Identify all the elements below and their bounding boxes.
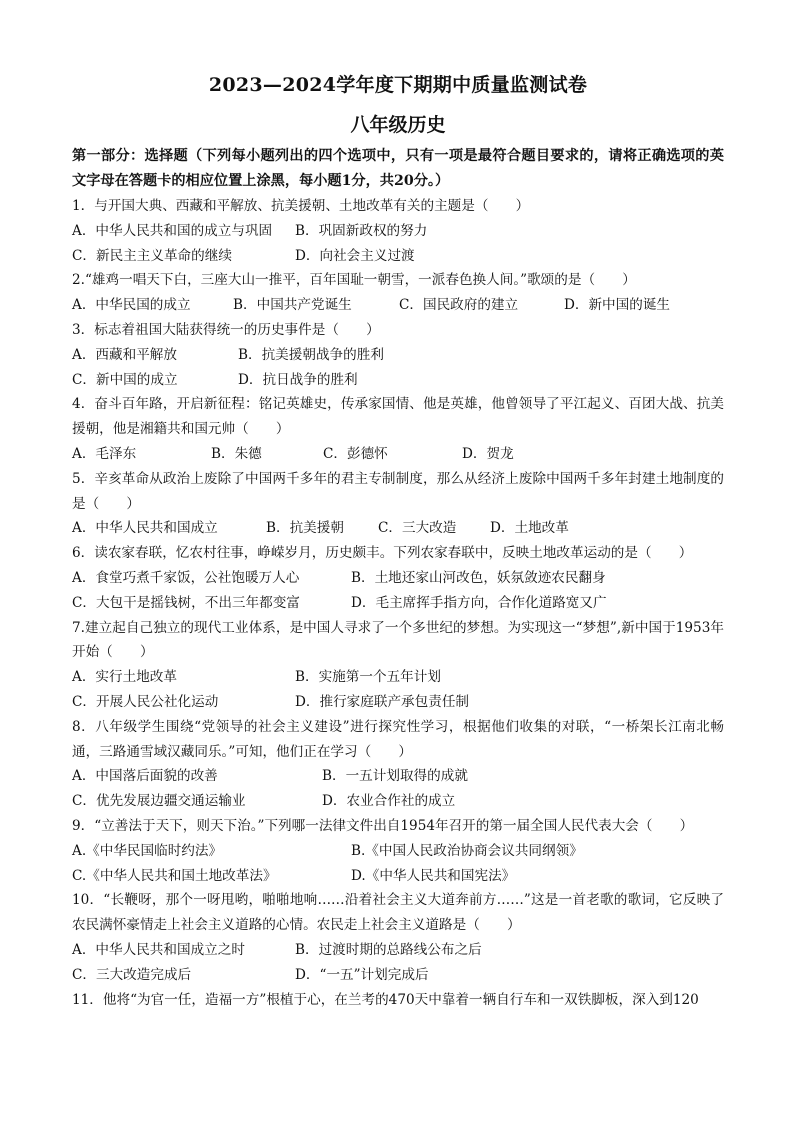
question-4-option-d: D．贺龙: [462, 445, 514, 462]
question-8-options-row-2: [72, 789, 724, 814]
question-3-option-a: A．西藏和平解放: [72, 346, 177, 363]
question-3-stem: 3．标志着祖国大陆获得统一的历史事件是（ ）: [72, 321, 380, 338]
question-7-option-b: B．实施第一个五年计划: [295, 669, 441, 686]
question-1-option-a: A．中华人民共和国的成立与巩固: [72, 222, 273, 239]
question-8-option-d: D．农业合作社的成立: [322, 793, 456, 810]
question-7-stem: 7.建立起自己独立的现代工业体系，是中国人寻求了一个多世纪的梦想。为实现这一“梦想”,新中国于1953年开始（ ）: [72, 619, 724, 661]
question-5-options-row: [72, 516, 724, 541]
question-4-option-c: C．彭德怀: [323, 445, 388, 462]
question-2-option-b: B．中国共产党诞生: [233, 297, 352, 314]
question-1-option-c: C．新民主主义革命的继续: [72, 247, 232, 264]
question-8-option-b: B．一五计划取得的成就: [322, 768, 468, 785]
question-4-stem: 4．奋斗百年路，开启新征程：铭记英雄史，传承家国情、他是英雄，他曾领导了平江起义、百团大战、抗美援朝，他是湘籍共和国元帅（ ）: [72, 396, 724, 438]
question-9-option-c: C.《中华人民共和国土地改革法》: [72, 867, 277, 884]
question-4-option-b: B．朱德: [211, 445, 262, 462]
question-7-options-row-2: [72, 690, 724, 715]
question-3-option-b: B．抗美援朝战争的胜利: [238, 346, 384, 363]
question-6-option-c: C．大包干是摇钱树，不出三年都变富: [72, 594, 300, 611]
section-heading: 第一部分：选择题（下列每小题列出的四个选项中，只有一项是最符合题目要求的，请将正确选项的英文字母在答题卡的相应位置上涂黑，每小题1分，共20分。）: [72, 148, 724, 189]
question-1-option-b: B．巩固新政权的努力: [295, 222, 428, 239]
question-2-option-a: A．中华民国的成立: [72, 297, 191, 314]
question-7-option-d: D．推行家庭联产承包责任制: [295, 693, 470, 710]
question-1-options-row-2: [72, 244, 724, 269]
question-7-option-a: A．实行土地改革: [72, 669, 177, 686]
question-8-stem: 8．八年级学生围绕“党领导的社会主义建设”进行探究性学习，根据他们收集的对联，“一桥架长江南北畅通，三路通雪域汉藏同乐。”可知，他们正在学习（ ）: [72, 718, 724, 760]
question-5-option-b: B．抗美援朝: [266, 520, 344, 537]
question-2-option-c: C．国民政府的建立: [398, 297, 519, 314]
question-3-options-row-1: [72, 343, 724, 368]
question-5-stem: 5．辛亥革命从政治上废除了中国两千多年的君主专制制度，那么从经济上废除中国两千多年封建土地制度的是（ ）: [72, 470, 724, 512]
question-7-options-row-1: [72, 665, 724, 690]
question-8-options-row-1: [72, 764, 724, 789]
question-6-option-a: A．食堂巧煮千家饭，公社饱暖万人心: [72, 569, 300, 586]
question-8-option-a: A．中国落后面貌的改善: [72, 768, 218, 785]
question-10-option-a: A．中华人民共和国成立之时: [72, 941, 245, 958]
question-3-option-c: C．新中国的成立: [72, 371, 178, 388]
question-2-stem: 2.“雄鸡一唱天下白，三座大山一推平，百年国耻一朝雪，一派春色换人间。”歌颂的是（ ）: [72, 272, 636, 289]
question-2-options-row: [72, 293, 724, 318]
question-6-options-row-1: [72, 566, 724, 591]
question-1-options-row-1: [72, 219, 724, 244]
question-4-option-a: A．毛泽东: [72, 445, 137, 462]
question-3-options-row-2: [72, 368, 724, 393]
question-2-option-d: D．新中国的诞生: [563, 297, 671, 314]
question-9-stem: 9．“立善法于天下，则天下治。”下列哪一法律文件出自1954年召开的第一届全国人民代表大会（ ）: [72, 817, 694, 834]
question-10-options-row-1: [72, 938, 724, 963]
question-6-option-d: D．毛主席挥手指方向，合作化道路宽又广: [351, 594, 607, 611]
question-6-options-row-2: [72, 591, 724, 616]
question-8-option-c: C．优先发展边疆交通运输业: [72, 793, 246, 810]
exam-title: 2023—2024学年度下期期中质量监测试卷: [208, 74, 588, 96]
question-9-options-row-1: [72, 839, 724, 864]
question-5-option-a: A．中华人民共和国成立: [72, 520, 218, 537]
question-9-option-b: B.《中国人民政治协商会议共同纲领》: [351, 842, 583, 859]
question-9-option-a: A.《中华民国临时约法》: [72, 842, 223, 859]
question-5-option-d: D．土地改革: [490, 520, 569, 537]
question-7-option-c: C．开展人民公社化运动: [72, 693, 219, 710]
question-6-stem: 6．读农家春联，忆农村往事，峥嵘岁月，历史颇丰。下列农家春联中，反映土地改革运动的是（ ）: [72, 545, 693, 562]
question-10-option-b: B．过渡时期的总路线公布之后: [295, 941, 482, 958]
question-9-options-row-2: [72, 864, 724, 889]
question-10-options-row-2: [72, 963, 724, 988]
question-4-options-row: [72, 442, 724, 467]
question-10-option-d: D．“一五”计划完成后: [295, 966, 429, 983]
question-1-option-d: D．向社会主义过渡: [295, 247, 415, 264]
question-10-stem: 10．“长鞭呀，那个一呀甩哟，啪啪地响……沿着社会主义大道奔前方……”这是一首老歌的歌词，它反映了农民满怀豪情走上社会主义道路的心情。农民走上社会主义道路是（ ）: [72, 892, 724, 934]
question-3-option-d: D．抗日战争的胜利: [238, 371, 358, 388]
exam-subject: 八年级历史: [350, 114, 446, 136]
question-1-stem: 1．与开国大典、西藏和平解放、抗美援朝、土地改革有关的主题是（ ）: [72, 198, 530, 214]
question-6-option-b: B．土地还家山河改色，妖氛敛迹农民翻身: [351, 569, 606, 586]
question-9-option-d: D.《中华人民共和国宪法》: [351, 867, 516, 884]
question-5-option-c: C．三大改造: [378, 520, 457, 537]
question-11-stem: 11．他将“为官一任，造福一方”根植于心，在兰考的470天中靠着一辆自行车和一双铁脚板，深入到120: [72, 991, 699, 1008]
question-10-option-c: C．三大改造完成后: [72, 966, 192, 983]
